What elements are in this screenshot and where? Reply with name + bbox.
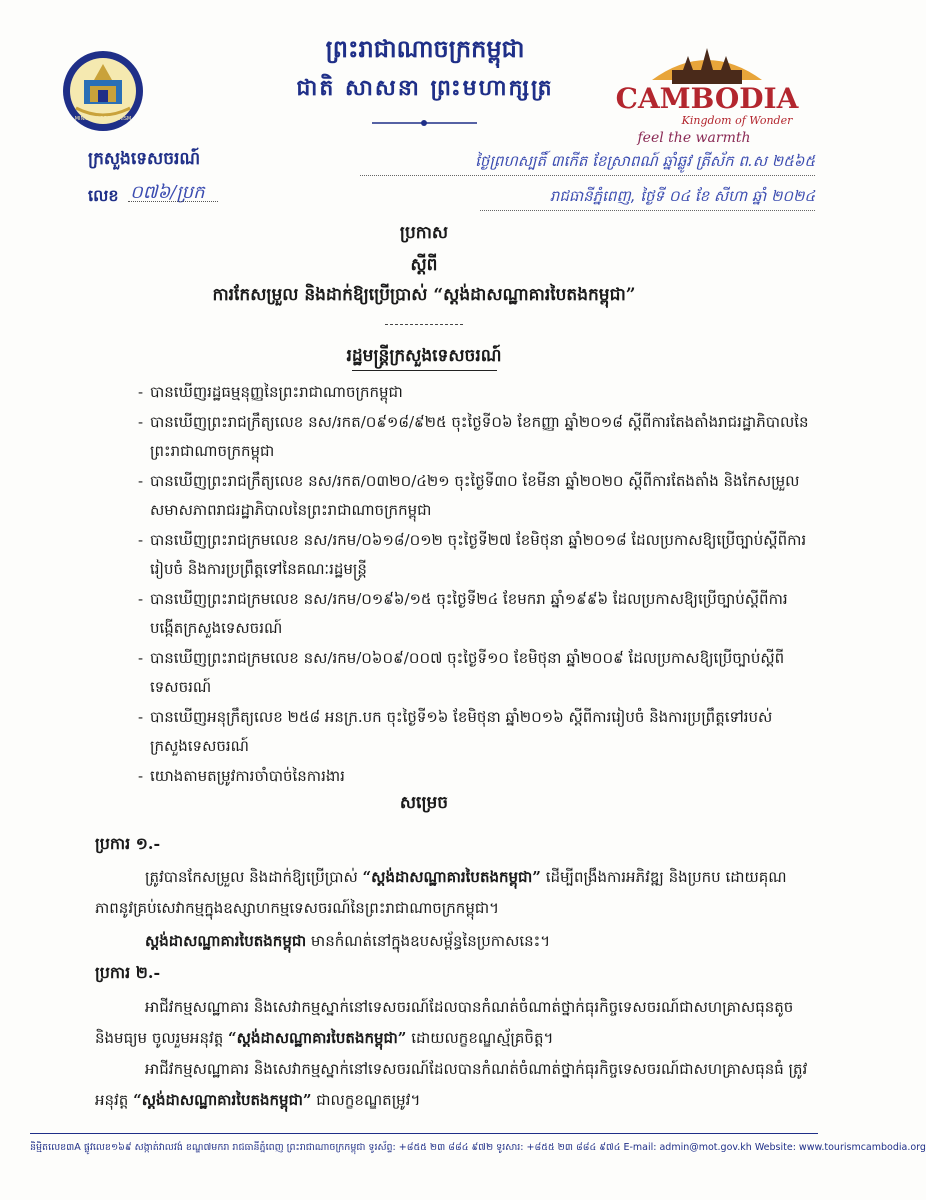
solar-date: រាជធានីភ្នំពេញ, ថ្ងៃទី ០៤ ខែ សីហា ឆ្នាំ ២០២៤: [549, 187, 815, 205]
list-item: - យោងតាមតម្រូវការចាំបាច់នៃការងារ: [138, 766, 345, 785]
ministry-name: ក្រសួងទេសចរណ៍: [88, 149, 201, 169]
article-2-paragraph-2: អាជីវកម្មសណ្ឋាគារ និងសេវាកម្មស្នាក់នៅទេសចរណ៍ដែលបានកំណត់ចំណាត់ថ្នាក់ធុរកិច្ចទេសចរណ៍ជាសហគ្រាសធុនធំ ត្រូវអនុវត្ត “ស្តង់ដាសណ្ឋាគារបៃតងកម្ពុជា” ជាលក្ខខណ្ឌតម្រូវ។: [95, 1060, 808, 1109]
article-2-heading: ប្រការ ២.-: [95, 963, 161, 982]
list-item: - បានឃើញព្រះរាជក្រមលេខ នស/រកម/០១៩៦/១៥ ចុះថ្ងៃទី២៤ ខែមករា ឆ្នាំ១៩៩៦ ដែលប្រកាសឱ្យប្រើច្បាប់ស្តីពីការបង្កើតក្រសួងទេសចរណ៍: [138, 589, 788, 637]
decision-heading: សម្រេច: [399, 793, 449, 813]
article-1-heading: ប្រការ ១.-: [95, 834, 161, 853]
list-item: - បានឃើញព្រះរាជក្រឹត្យលេខ នស/រកត/០៩១៨/៩២៥ ចុះថ្ងៃទី០៦ ខែកញ្ញា ឆ្នាំ២០១៨ ស្តីពីការតែងតាំងរាជរដ្ឋាភិបាលនៃព្រះរាជាណាចក្រកម្ពុជា: [138, 412, 809, 460]
article-1-paragraph-2: ស្តង់ដាសណ្ឋាគារបៃតងកម្ពុជា មានកំណត់នៅក្នុងឧបសម្ព័ន្ធនៃប្រកាសនេះ។: [145, 932, 551, 950]
subject-label: ស្តីពី: [410, 255, 438, 275]
list-item: - បានឃើញអនុក្រឹត្យលេខ ២៥៨ អនក្រ.បក ចុះថ្ងៃទី១៦ ខែមិថុនា ឆ្នាំ២០១៦ ស្តីពីការរៀបចំ និងការប្រព្រឹត្តទៅរបស់ក្រសួងទេសចរណ៍: [138, 707, 773, 755]
subject-divider: [385, 324, 463, 325]
footer-contact: និម្មិតលេខ៣A ផ្លូវលេខ១៦៩ សង្កាត់វាលវង់ ខណ្ឌ៧មករា រាជធានីភ្នំពេញ ព្រះរាជាណាចក្រកម្ពុជា ទូរស័ព្ទ: +៨៥៥ ២៣ ៨៨៤ ៩៧២ ទូរសារ: +៨៥៥ ២៣ ៨៨៤ ៩៧៤ E-mail: admin@mot.gov.kh Website: www.tourismcambodia.org: [30, 1142, 926, 1153]
issuer-title: រដ្ឋមន្ត្រីក្រសួងទេសចរណ៍: [346, 346, 502, 366]
nation-motto: ជាតិ សាសនា ព្រះមហាក្សត្រ: [296, 75, 554, 101]
list-item: - បានឃើញរដ្ឋធម្មនុញ្ញនៃព្រះរាជាណាចក្រកម្ពុជា: [138, 383, 403, 401]
article-1-paragraph-1: ត្រូវបានកែសម្រួល និងដាក់ឱ្យប្រើប្រាស់ “ស្តង់ដាសណ្ឋាគារបៃតងកម្ពុជា” ដើម្បីពង្រឹងការអភិវឌ្ឍ និងប្រកប ដោយគុណភាពនូវគ្រប់សេវាកម្មក្នុងឧស្សាហកម្មទេសចរណ៍នៃព្រះរាជាណាចក្រកម្ពុជា។: [95, 868, 787, 917]
document-type: ប្រកាស: [399, 223, 449, 243]
brand-tagline: Kingdom of Wonder: [681, 114, 793, 127]
issuer-underline: [352, 370, 497, 371]
reference-label: លេខ: [88, 186, 119, 205]
seal-caption: MINISTRY OF TOURISM: [74, 116, 132, 122]
footer-rule: [30, 1133, 818, 1134]
list-item: - បានឃើញព្រះរាជក្រមលេខ នស/រកម/០៦១៨/០១២ ចុះថ្ងៃទី២៧ ខែមិថុនា ឆ្នាំ២០១៨ ដែលប្រកាសឱ្យប្រើច្បាប់ស្តីពីការរៀបចំ និងការប្រព្រឹត្តទៅនៃគណៈរដ្ឋមន្ត្រី: [138, 530, 807, 578]
brand-name: CAMBODIA: [615, 82, 799, 115]
brand-slogan: feel the warmth: [637, 130, 751, 146]
list-item: - បានឃើញព្រះរាជក្រឹត្យលេខ នស/រកត/០៣២០/៤២១ ចុះថ្ងៃទី៣០ ខែមីនា ឆ្នាំ២០២០ ស្តីពីការតែងតាំង និងកែសម្រួលសមាសភាពរាជរដ្ឋាភិបាលនៃព្រះរាជាណាចក្រកម្ពុជា: [138, 471, 800, 519]
ornament-divider-icon: [372, 118, 477, 128]
document-subject: ការកែសម្រួល និងដាក់ឱ្យប្រើប្រាស់ “ស្តង់ដាសណ្ឋាគារបៃតងកម្ពុជា”: [212, 285, 636, 305]
ministry-of-tourism-seal-icon: [62, 50, 144, 132]
cambodia-kingdom-of-wonder-logo: [612, 40, 802, 150]
lunar-date-dotted-line: [360, 175, 815, 176]
article-2-paragraph-1: អាជីវកម្មសណ្ឋាគារ និងសេវាកម្មស្នាក់នៅទេសចរណ៍ដែលបានកំណត់ចំណាត់ថ្នាក់ធុរកិច្ចទេសចរណ៍ជាសហគ្រាសធុនតូច និងមធ្យម ចូលរួមអនុវត្ត “ស្តង់ដាសណ្ឋាគារបៃតងកម្ពុជា” ដោយលក្ខខណ្ឌស្ម័គ្រចិត្ត។: [95, 998, 794, 1047]
legal-references-list: [138, 378, 810, 791]
solar-date-dotted-line: [480, 210, 815, 211]
kingdom-title: ព្រះរាជាណាចក្រកម្ពុជា: [325, 34, 525, 63]
reference-number: ០៧៦/ប្រក: [130, 182, 205, 203]
reference-dotted-line: [128, 201, 218, 202]
lunar-date: ថ្ងៃព្រហស្បតិ៍ ៣កើត ខែស្រាពណ៍ ឆ្នាំឆ្លូវ ត្រីស័ក ព.ស ២៥៦៥: [475, 152, 815, 170]
list-item: - បានឃើញព្រះរាជក្រមលេខ នស/រកម/០៦០៩/០០៧ ចុះថ្ងៃទី១០ ខែមិថុនា ឆ្នាំ២០០៩ ដែលប្រកាសឱ្យប្រើច្បាប់ស្តីពីទេសចរណ៍: [138, 648, 785, 696]
